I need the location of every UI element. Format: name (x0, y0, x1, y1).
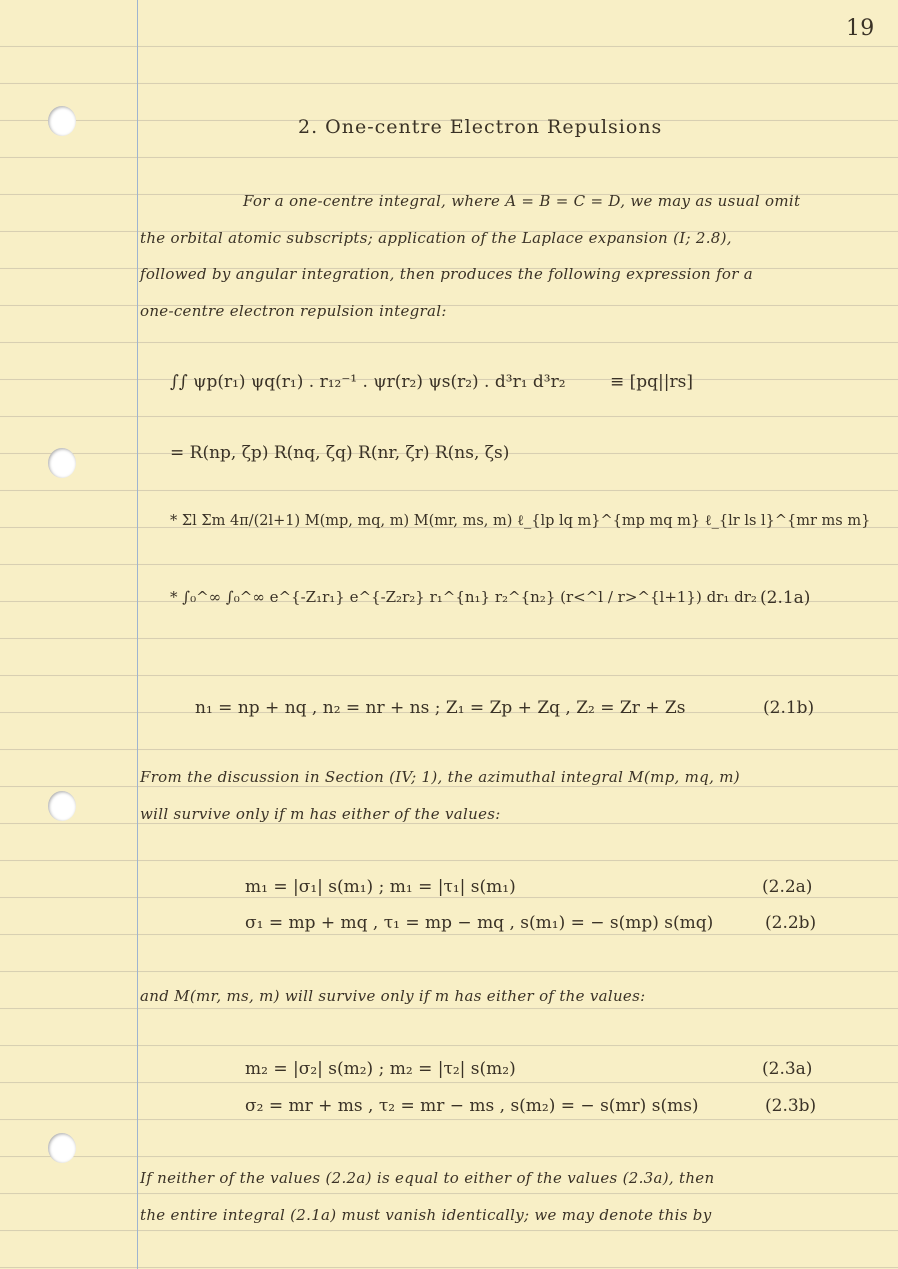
integral-lhs: ∫∫ ψp(r₁) ψq(r₁) . r₁₂⁻¹ . ψr(r₂) ψs(r₂) . d³r₁ d³r₂ (170, 372, 566, 392)
punch-hole (48, 448, 76, 478)
angular-sum: * Σl Σm 4π/(2l+1) M(mp, mq, m) M(mr, ms, m) ℓ_{lp lq m}^{mp mq m} ℓ_{lr ls l}^{mr ms m} (170, 513, 871, 529)
punch-hole (48, 791, 76, 821)
equation-label-2-1b: (2.1b) (763, 698, 815, 718)
integral-rhs: ≡ [pq||rs] (610, 372, 693, 392)
equation-label-2-1a: (2.1a) (760, 588, 811, 608)
discussion-line: From the discussion in Section (IV; 1), the azimuthal integral M(mp, mq, m) (140, 768, 740, 786)
second-condition: and M(mr, ms, m) will survive only if m has either of the values: (140, 987, 646, 1005)
punch-hole (48, 106, 76, 136)
equation-label-2-2b: (2.2b) (765, 913, 817, 933)
equation-2-3b: σ₂ = mr + ms , τ₂ = mr − ms , s(m₂) = − s(mr) s(ms) (245, 1096, 699, 1116)
equation-2-3a: m₂ = |σ₂| s(m₂) ; m₂ = |τ₂| s(m₂) (245, 1059, 516, 1079)
page-number: 19 (846, 16, 875, 41)
equation-2-1b: n₁ = np + nq , n₂ = nr + ns ; Z₁ = Zp + Zq , Z₂ = Zr + Zs (195, 698, 686, 718)
equation-label-2-2a: (2.2a) (762, 877, 813, 897)
margin-rule (137, 0, 138, 1269)
radial-integral: * ∫₀^∞ ∫₀^∞ e^{-Z₁r₁} e^{-Z₂r₂} r₁^{n₁} r₂^{n₂} (r<^l / r>^{l+1}) dr₁ dr₂ (170, 588, 757, 606)
closing-line: If neither of the values (2.2a) is equal to either of the values (2.3a), then (140, 1169, 715, 1187)
closing-line: the entire integral (2.1a) must vanish identically; we may denote this by (140, 1206, 712, 1224)
equation-label-2-3b: (2.3b) (765, 1096, 817, 1116)
equation-2-2a: m₁ = |σ₁| s(m₁) ; m₁ = |τ₁| s(m₁) (245, 877, 516, 897)
punch-hole (48, 1133, 76, 1163)
intro-line: the orbital atomic subscripts; application of the Laplace expansion (I; 2.8), (140, 229, 732, 247)
equation-2-2b: σ₁ = mp + mq , τ₁ = mp − mq , s(m₁) = − s(mp) s(mq) (245, 913, 714, 933)
intro-line: followed by angular integration, then produces the following expression for a (140, 265, 754, 283)
discussion-line: will survive only if m has either of the values: (140, 805, 501, 823)
section-title: 2. One-centre Electron Repulsions (298, 116, 663, 138)
intro-line: one-centre electron repulsion integral: (140, 302, 447, 320)
radial-factors: = R(np, ζp) R(nq, ζq) R(nr, ζr) R(ns, ζs) (170, 443, 510, 463)
equation-label-2-3a: (2.3a) (762, 1059, 813, 1079)
intro-line: For a one-centre integral, where A = B = C = D, we may as usual omit (243, 192, 801, 210)
